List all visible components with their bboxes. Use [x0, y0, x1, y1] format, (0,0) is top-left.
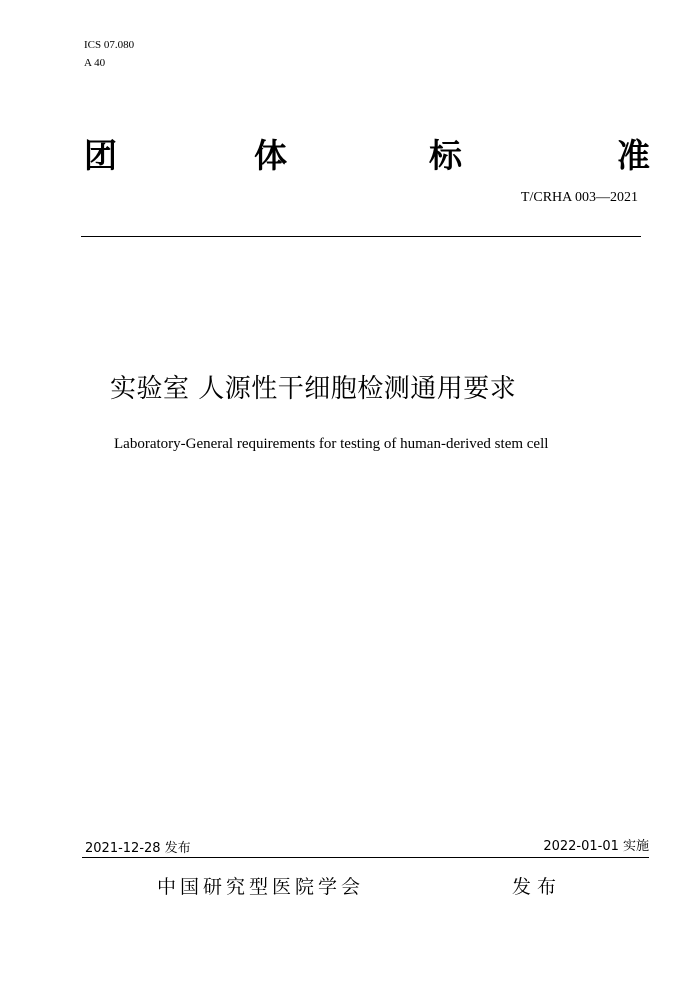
- classification-block: [84, 36, 134, 72]
- standard-type-char-4: 准: [617, 136, 650, 175]
- standard-type-char-2: 体: [254, 136, 287, 175]
- issue-date: 2021-12-28 发布: [85, 841, 191, 856]
- implementation-date: 2022-01-01 实施: [543, 839, 649, 854]
- standard-code: T/CRHA 003—2021: [520, 190, 638, 205]
- standard-type-heading: [84, 134, 650, 178]
- standard-type-char-1: 团: [84, 136, 117, 175]
- title-english: Laboratory-General requirements for testing of human-derived stem cell: [114, 436, 549, 452]
- title-chinese: 实验室 人源性干细胞检测通用要求: [110, 374, 517, 404]
- ics-code: ICS 07.080: [84, 39, 135, 51]
- top-divider: [81, 236, 641, 237]
- ccs-code: A 40: [84, 57, 106, 69]
- publish-label: 发布: [512, 876, 563, 898]
- publisher-name: 中国研究型医院学会: [157, 876, 365, 898]
- bottom-divider: [82, 857, 649, 858]
- standard-type-char-3: 标: [429, 136, 462, 175]
